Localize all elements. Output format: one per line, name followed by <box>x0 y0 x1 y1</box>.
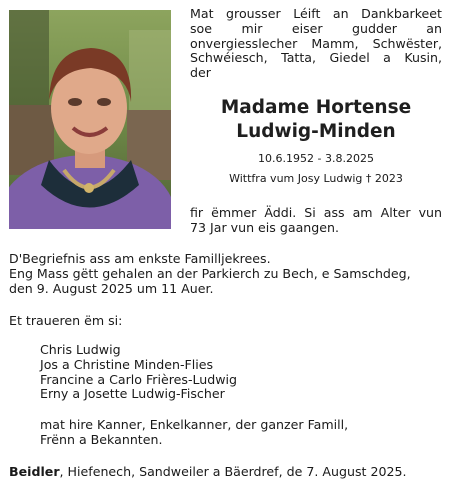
funeral-line: den 9. August 2025 um 11 Auer. <box>9 280 214 296</box>
outro-line: fir ëmmer Äddi. Si ass am Alter vun <box>190 205 442 220</box>
intro-line: soe mir eiser gudder an <box>190 20 442 36</box>
funeral-info <box>9 252 451 296</box>
intro-line: Schwéiesch, Tatta, Giedel a Kusin, <box>190 50 442 66</box>
deceased-name <box>190 96 442 144</box>
mourners-list <box>40 343 457 402</box>
closing-line: Frënn a Bekannten. <box>40 431 163 447</box>
name-line-2: Ludwig-Minden <box>236 121 396 142</box>
outro-line: 73 Jar vun eis gaangen. <box>190 219 340 235</box>
portrait-photo <box>9 10 171 229</box>
life-dates: 10.6.1952 - 3.8.2025 <box>258 152 374 165</box>
portrait-image <box>9 10 171 229</box>
footer-signature <box>9 465 407 480</box>
intro-text <box>190 7 442 81</box>
name-line-1: Madame Hortense <box>220 97 412 118</box>
mourner: Chris Ludwig <box>40 342 121 357</box>
outro-text <box>190 206 442 236</box>
intro-line: der <box>190 65 211 81</box>
mourner: Erny a Josette Ludwig-Fischer <box>40 386 225 402</box>
mourner: Jos a Christine Minden-Flies <box>40 356 214 372</box>
funeral-line: Eng Mass gëtt gehalen an der Parkierch zu Bech, e Samschdeg, <box>9 265 411 281</box>
mourner: Francine a Carlo Frières-Ludwig <box>40 371 238 387</box>
funeral-line: D'Begriefnis ass am enkste Familljekrees. <box>9 251 271 266</box>
mourners-intro-text: Et traueren ëm si: <box>9 313 123 328</box>
footer-rest: , Hiefenech, Sandweiler a Bäerdref, de 7. August 2025. <box>59 464 407 479</box>
intro-line: Mat grousser Léift an Dankbarkeet <box>190 6 442 21</box>
widow-note: Wittfra vum Josy Ludwig † 2023 <box>229 172 403 185</box>
intro-line: onvergiesslecher Mamm, Schwëster, <box>190 35 442 51</box>
closing-line: mat hire Kanner, Enkelkanner, der ganzer Famill, <box>40 417 349 432</box>
closing-text <box>40 418 457 448</box>
mourners-intro <box>9 314 451 329</box>
footer-place-bold: Beidler <box>9 464 60 479</box>
